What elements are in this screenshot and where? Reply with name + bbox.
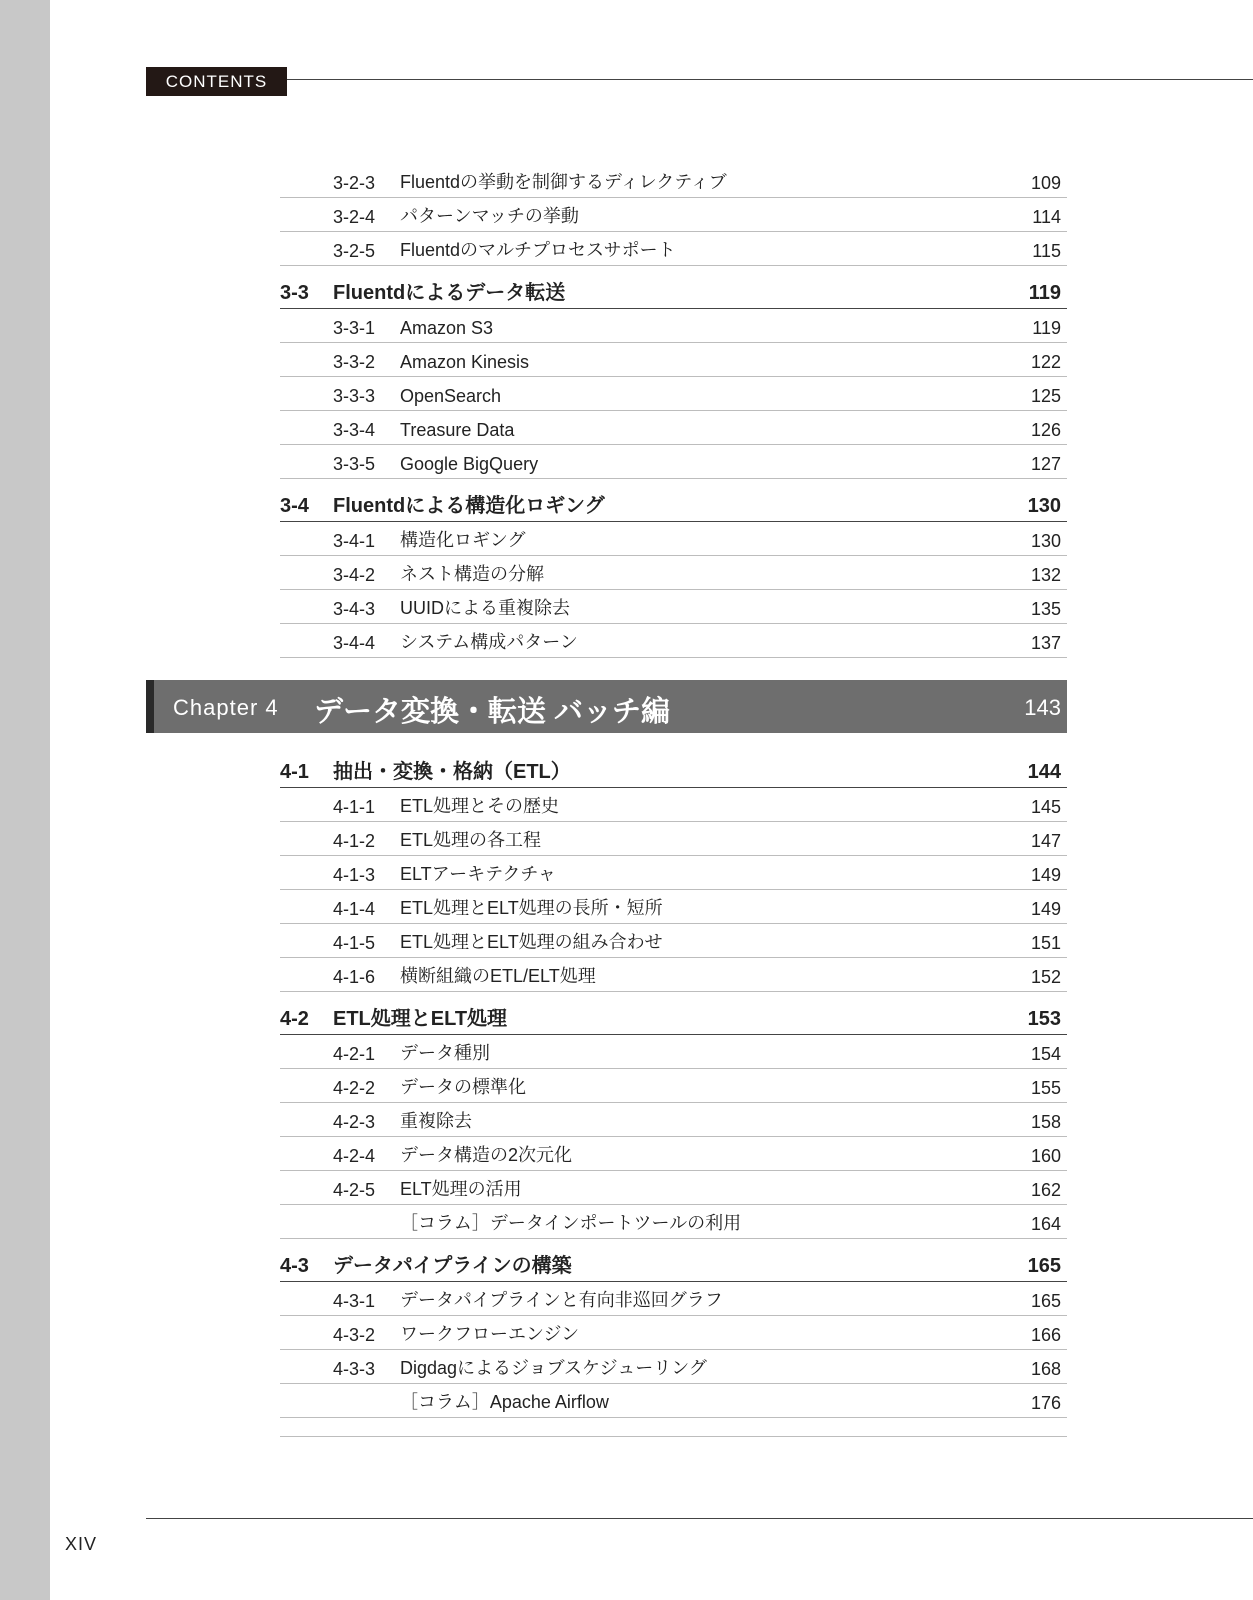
toc-list-top xyxy=(280,164,1067,658)
toc-item-row xyxy=(280,445,1067,479)
toc-number: 3-3-3 xyxy=(333,386,376,406)
toc-number: 4-2-5 xyxy=(333,1180,376,1200)
toc-number: 4-3 xyxy=(280,1255,309,1277)
toc-page: 130 xyxy=(1027,495,1061,517)
toc-page: 158 xyxy=(1030,1112,1061,1132)
toc-item-row xyxy=(280,924,1067,958)
contents-badge: CONTENTS xyxy=(146,67,287,96)
toc-number: 4-1-5 xyxy=(333,933,376,953)
toc-page: 166 xyxy=(1030,1325,1061,1345)
toc-item-row xyxy=(280,788,1067,822)
toc-number: 4-1 xyxy=(280,761,309,783)
toc-item-row xyxy=(280,958,1067,992)
toc-number: 3-4-1 xyxy=(333,531,376,551)
toc-item-row xyxy=(280,1171,1067,1205)
toc-title: 抽出・変換・格納（ETL） xyxy=(333,761,571,783)
toc-title: データパイプラインの構築 xyxy=(333,1255,572,1277)
toc-item-row xyxy=(280,856,1067,890)
toc-page: 149 xyxy=(1030,899,1061,919)
toc-title: Fluentdのマルチプロセスサポート xyxy=(400,240,676,260)
toc-item-row xyxy=(280,164,1067,198)
toc-page: 122 xyxy=(1030,352,1061,372)
toc-page: 132 xyxy=(1030,565,1061,585)
toc-page: 145 xyxy=(1030,797,1061,817)
toc-number: 3-3-2 xyxy=(333,352,376,372)
toc-page: 152 xyxy=(1030,967,1061,987)
chapter-banner xyxy=(146,680,1067,733)
toc-number: 3-4-2 xyxy=(333,565,376,585)
toc-item-row xyxy=(280,590,1067,624)
toc-page: 127 xyxy=(1030,454,1061,474)
toc-section-row xyxy=(280,1239,1067,1282)
toc-page: 119 xyxy=(1028,282,1061,304)
toc-number: 4-1-2 xyxy=(333,831,376,851)
toc-number: 4-3-1 xyxy=(333,1291,376,1311)
toc-title: ETL処理とELT処理の長所・短所 xyxy=(400,898,663,918)
toc-number: 3-4 xyxy=(280,495,309,517)
toc-page: 160 xyxy=(1030,1146,1061,1166)
toc-title: ネスト構造の分解 xyxy=(400,564,544,584)
toc-title: ［コラム］データインポートツールの利用 xyxy=(400,1213,742,1233)
toc-title: Fluentdによるデータ転送 xyxy=(333,282,566,304)
header-rule xyxy=(287,79,1253,80)
toc-number: 4-2-3 xyxy=(333,1112,376,1132)
toc-page: 126 xyxy=(1030,420,1061,440)
toc-number: 3-3-1 xyxy=(333,318,376,338)
toc-item-row xyxy=(280,556,1067,590)
toc-title: ETL処理とELT処理 xyxy=(333,1008,508,1030)
toc-number: 4-1-4 xyxy=(333,899,376,919)
toc-section-row xyxy=(280,479,1067,522)
toc-item-row xyxy=(280,522,1067,556)
toc-number: 4-3-3 xyxy=(333,1359,376,1379)
toc-page: 144 xyxy=(1027,761,1061,783)
toc-page: 115 xyxy=(1032,241,1061,261)
page-gutter xyxy=(0,0,50,1600)
toc-item-row xyxy=(280,1316,1067,1350)
chapter-page: 143 xyxy=(1024,695,1061,720)
toc-item-row xyxy=(280,890,1067,924)
toc-title: ワークフローエンジン xyxy=(400,1324,580,1344)
toc-page: 176 xyxy=(1030,1393,1061,1413)
toc-title: ETL処理とELT処理の組み合わせ xyxy=(400,932,663,952)
toc-section-row xyxy=(280,992,1067,1035)
toc-title: Amazon S3 xyxy=(400,318,494,338)
toc-number: 3-2-3 xyxy=(333,173,376,193)
toc-item-row xyxy=(280,1103,1067,1137)
toc-number: 4-3-2 xyxy=(333,1325,376,1345)
toc-title: ETL処理とその歴史 xyxy=(400,796,560,816)
toc-title: Treasure Data xyxy=(400,420,515,440)
toc-title: 横断組織のETL/ELT処理 xyxy=(400,966,596,986)
toc-section-row xyxy=(280,266,1067,309)
toc-number: 3-4-4 xyxy=(333,633,376,653)
chapter-stripe xyxy=(146,680,154,733)
toc-page: 147 xyxy=(1030,831,1061,851)
toc-title: パターンマッチの挙動 xyxy=(400,206,579,226)
toc-item-row xyxy=(280,822,1067,856)
toc-page: 151 xyxy=(1030,933,1061,953)
toc-item-row xyxy=(280,1069,1067,1103)
toc-title: OpenSearch xyxy=(400,386,502,406)
toc-number: 3-3-5 xyxy=(333,454,376,474)
toc-title: Amazon Kinesis xyxy=(400,352,530,372)
toc-page: 149 xyxy=(1030,865,1061,885)
footer-rule xyxy=(146,1518,1253,1519)
toc-page: 165 xyxy=(1027,1255,1061,1277)
toc-number: 3-3 xyxy=(280,282,309,304)
toc-list-bottom xyxy=(280,745,1067,1418)
empty-toc-row xyxy=(280,1403,1067,1437)
chapter-label: Chapter 4 xyxy=(173,695,279,720)
toc-number: 3-4-3 xyxy=(333,599,376,619)
chapter-title: データ変換・転送 バッチ編 xyxy=(314,696,671,728)
toc-page: 168 xyxy=(1030,1359,1061,1379)
toc-title: UUIDによる重複除去 xyxy=(400,598,570,618)
toc-page: 165 xyxy=(1030,1291,1061,1311)
toc-number: 4-2-4 xyxy=(333,1146,376,1166)
toc-item-row xyxy=(280,198,1067,232)
toc-number: 4-1-6 xyxy=(333,967,376,987)
page-folio: XIV xyxy=(65,1534,98,1554)
toc-item-row xyxy=(280,624,1067,658)
toc-page: 119 xyxy=(1032,318,1061,338)
toc-title: Fluentdによる構造化ロギング xyxy=(333,495,605,517)
toc-title: データ構造の2次元化 xyxy=(400,1145,573,1165)
toc-item-row xyxy=(280,411,1067,445)
toc-title: Digdagによるジョブスケジューリング xyxy=(400,1358,707,1378)
toc-title: システム構成パターン xyxy=(400,632,578,652)
toc-page: 125 xyxy=(1030,386,1061,406)
toc-title: Google BigQuery xyxy=(400,454,539,474)
toc-title: ELTアーキテクチャ xyxy=(400,864,556,884)
toc-section-row xyxy=(280,745,1067,788)
toc-number: 3-2-5 xyxy=(333,241,376,261)
toc-title: データ種別 xyxy=(400,1043,490,1063)
toc-item-row xyxy=(280,309,1067,343)
toc-page: 154 xyxy=(1030,1044,1061,1064)
toc-item-row xyxy=(280,232,1067,266)
toc-item-row xyxy=(280,377,1067,411)
toc-title: データの標準化 xyxy=(400,1077,526,1097)
toc-item-row xyxy=(280,1205,1067,1239)
toc-page: 164 xyxy=(1030,1214,1061,1234)
toc-number: 4-2-1 xyxy=(333,1044,376,1064)
toc-page: 155 xyxy=(1030,1078,1061,1098)
toc-title: データパイプラインと有向非巡回グラフ xyxy=(400,1290,723,1310)
toc-number: 3-2-4 xyxy=(333,207,376,227)
toc-item-row xyxy=(280,1137,1067,1171)
toc-item-row xyxy=(280,343,1067,377)
toc-number: 4-2-2 xyxy=(333,1078,376,1098)
toc-item-row xyxy=(280,1350,1067,1384)
toc-page: 153 xyxy=(1027,1008,1061,1030)
toc-page: 137 xyxy=(1030,633,1061,653)
toc-title: ELT処理の活用 xyxy=(400,1179,522,1199)
toc-title: ETL処理の各工程 xyxy=(400,830,542,850)
toc-item-row xyxy=(280,1035,1067,1069)
toc-title: ［コラム］Apache Airflow xyxy=(400,1392,609,1412)
toc-number: 4-2 xyxy=(280,1008,309,1030)
toc-number: 4-1-1 xyxy=(333,797,376,817)
toc-page: 135 xyxy=(1030,599,1061,619)
toc-title: Fluentdの挙動を制御するディレクティブ xyxy=(400,172,727,192)
toc-page: 109 xyxy=(1030,173,1061,193)
toc-page: 130 xyxy=(1030,531,1061,551)
toc-number: 4-1-3 xyxy=(333,865,376,885)
toc-title: 重複除去 xyxy=(400,1111,472,1131)
toc-page: 114 xyxy=(1032,207,1061,227)
toc-title: 構造化ロギング xyxy=(400,530,526,550)
toc-page: 162 xyxy=(1030,1180,1061,1200)
toc-number: 3-3-4 xyxy=(333,420,376,440)
toc-item-row xyxy=(280,1282,1067,1316)
